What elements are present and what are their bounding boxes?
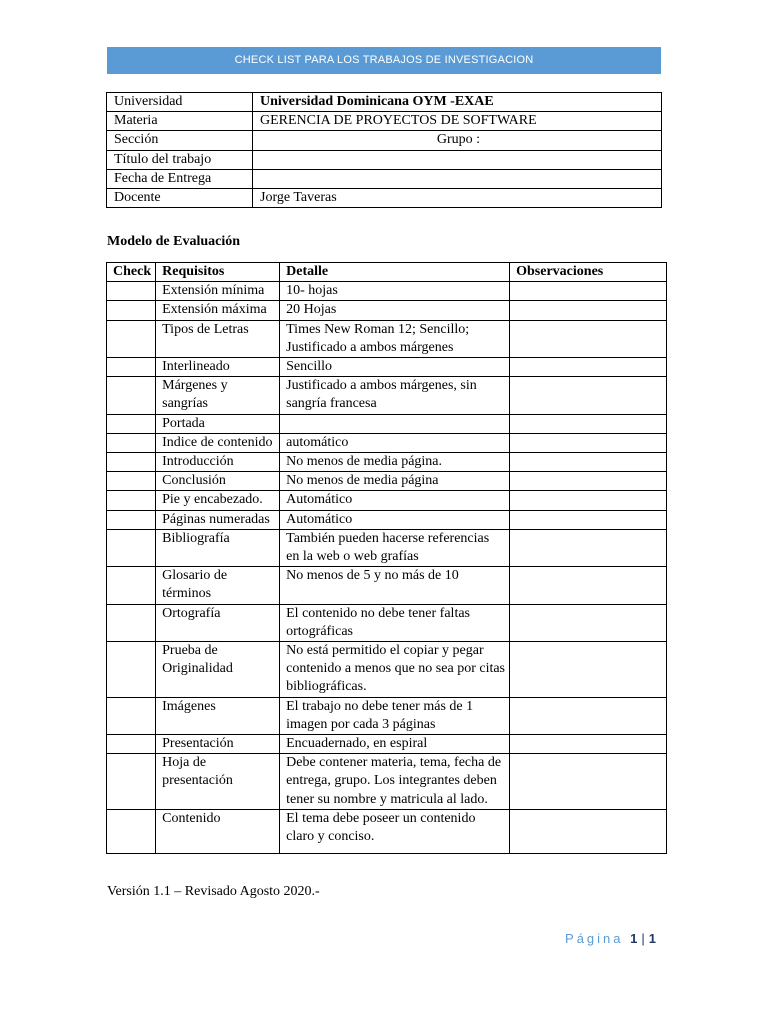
detalle-cell: Times New Roman 12; Sencillo; Justificado a ambos márgenes: [280, 320, 510, 357]
observaciones-cell[interactable]: [510, 377, 667, 414]
evaluation-row: [107, 377, 667, 414]
observaciones-cell[interactable]: [510, 697, 667, 734]
page-number-footer: [565, 931, 656, 946]
observaciones-cell[interactable]: [510, 320, 667, 357]
check-cell[interactable]: [107, 320, 156, 357]
detalle-cell: 10- hojas: [280, 282, 510, 301]
info-value: Jorge Taveras: [253, 189, 662, 208]
info-value: [253, 169, 662, 188]
check-cell[interactable]: [107, 472, 156, 491]
page-total: 1: [648, 931, 656, 946]
evaluation-row: [107, 414, 667, 433]
evaluation-row: [107, 697, 667, 734]
detalle-cell: Encuadernado, en espiral: [280, 735, 510, 754]
evaluation-row: [107, 754, 667, 810]
check-cell[interactable]: [107, 697, 156, 734]
detalle-cell: 20 Hojas: [280, 301, 510, 320]
info-key: Universidad: [107, 93, 253, 112]
detalle-cell: Debe contener materia, tema, fecha de entrega, grupo. Los integrantes deben tener su nombre y matricula al lado.: [280, 754, 510, 810]
requisito-cell: Contenido: [156, 809, 280, 853]
requisito-cell: Prueba de Originalidad: [156, 642, 280, 698]
header-observaciones: Observaciones: [510, 263, 667, 282]
page-current: 1: [630, 931, 638, 946]
document-banner: CHECK LIST PARA LOS TRABAJOS DE INVESTIGACION: [107, 47, 661, 74]
check-cell[interactable]: [107, 433, 156, 452]
observaciones-cell[interactable]: [510, 754, 667, 810]
requisito-cell: Tipos de Letras: [156, 320, 280, 357]
detalle-cell: Automático: [280, 491, 510, 510]
info-table: [106, 92, 662, 208]
requisito-cell: Portada: [156, 414, 280, 433]
check-cell[interactable]: [107, 377, 156, 414]
detalle-cell: Justificado a ambos márgenes, sin sangría francesa: [280, 377, 510, 414]
header-requisitos: Requisitos: [156, 263, 280, 282]
check-cell[interactable]: [107, 358, 156, 377]
detalle-cell: [280, 414, 510, 433]
evaluation-row: [107, 567, 667, 604]
observaciones-cell[interactable]: [510, 604, 667, 641]
evaluation-row: [107, 809, 667, 853]
requisito-cell: Extensión mínima: [156, 282, 280, 301]
requisito-cell: Hoja de presentación: [156, 754, 280, 810]
detalle-cell: No menos de 5 y no más de 10: [280, 567, 510, 604]
evaluation-row: [107, 453, 667, 472]
evaluation-row: [107, 301, 667, 320]
info-key: Materia: [107, 112, 253, 131]
check-cell[interactable]: [107, 414, 156, 433]
check-cell[interactable]: [107, 510, 156, 529]
observaciones-cell[interactable]: [510, 491, 667, 510]
evaluation-header-row: [107, 263, 667, 282]
observaciones-cell[interactable]: [510, 472, 667, 491]
evaluation-table: [106, 262, 667, 854]
requisito-cell: Extensión máxima: [156, 301, 280, 320]
page-label: Página: [565, 931, 624, 946]
observaciones-cell[interactable]: [510, 433, 667, 452]
info-value: [253, 150, 662, 169]
observaciones-cell[interactable]: [510, 735, 667, 754]
evaluation-row: [107, 735, 667, 754]
observaciones-cell[interactable]: [510, 809, 667, 853]
check-cell[interactable]: [107, 282, 156, 301]
observaciones-cell[interactable]: [510, 642, 667, 698]
detalle-cell: No menos de media página: [280, 472, 510, 491]
observaciones-cell[interactable]: [510, 529, 667, 566]
info-value: Universidad Dominicana OYM -EXAE: [253, 93, 662, 112]
evaluation-row: [107, 472, 667, 491]
detalle-cell: El contenido no debe tener faltas ortográficas: [280, 604, 510, 641]
info-key: Título del trabajo: [107, 150, 253, 169]
evaluation-row: [107, 510, 667, 529]
requisito-cell: Ortografía: [156, 604, 280, 641]
detalle-cell: automático: [280, 433, 510, 452]
evaluation-row: [107, 529, 667, 566]
check-cell[interactable]: [107, 453, 156, 472]
requisito-cell: Conclusión: [156, 472, 280, 491]
requisito-cell: Indice de contenido: [156, 433, 280, 452]
check-cell[interactable]: [107, 809, 156, 853]
requisito-cell: Interlineado: [156, 358, 280, 377]
info-row: [107, 189, 662, 208]
requisito-cell: Pie y encabezado.: [156, 491, 280, 510]
header-detalle: Detalle: [280, 263, 510, 282]
info-key: Sección: [107, 131, 253, 150]
evaluation-row: [107, 491, 667, 510]
info-key: Fecha de Entrega: [107, 169, 253, 188]
check-cell[interactable]: [107, 604, 156, 641]
check-cell[interactable]: [107, 567, 156, 604]
info-row: [107, 169, 662, 188]
observaciones-cell[interactable]: [510, 358, 667, 377]
observaciones-cell[interactable]: [510, 510, 667, 529]
evaluation-row: [107, 433, 667, 452]
info-row: [107, 93, 662, 112]
page-separator: |: [641, 931, 645, 946]
detalle-cell: También pueden hacerse referencias en la web o web grafías: [280, 529, 510, 566]
detalle-cell: Sencillo: [280, 358, 510, 377]
evaluation-row: [107, 604, 667, 641]
detalle-cell: El trabajo no debe tener más de 1 imagen por cada 3 páginas: [280, 697, 510, 734]
requisito-cell: Presentación: [156, 735, 280, 754]
check-cell[interactable]: [107, 642, 156, 698]
evaluation-row: [107, 282, 667, 301]
info-row: [107, 131, 662, 150]
requisito-cell: Bibliografía: [156, 529, 280, 566]
evaluation-row: [107, 320, 667, 357]
detalle-cell: El tema debe poseer un contenido claro y conciso.: [280, 809, 510, 853]
requisito-cell: Glosario de términos: [156, 567, 280, 604]
evaluation-row: [107, 642, 667, 698]
observaciones-cell[interactable]: [510, 567, 667, 604]
check-cell[interactable]: [107, 754, 156, 810]
info-key: Docente: [107, 189, 253, 208]
requisito-cell: Imágenes: [156, 697, 280, 734]
observaciones-cell[interactable]: [510, 453, 667, 472]
info-value: Grupo :: [253, 131, 662, 150]
observaciones-cell[interactable]: [510, 301, 667, 320]
requisito-cell: Introducción: [156, 453, 280, 472]
check-cell[interactable]: [107, 491, 156, 510]
check-cell[interactable]: [107, 301, 156, 320]
observaciones-cell[interactable]: [510, 414, 667, 433]
observaciones-cell[interactable]: [510, 282, 667, 301]
detalle-cell: No está permitido el copiar y pegar contenido a menos que no sea por citas bibliográficas.: [280, 642, 510, 698]
section-title: Modelo de Evaluación: [107, 234, 241, 249]
info-row: [107, 150, 662, 169]
detalle-cell: Automático: [280, 510, 510, 529]
info-row: [107, 112, 662, 131]
detalle-cell: No menos de media página.: [280, 453, 510, 472]
info-value: GERENCIA DE PROYECTOS DE SOFTWARE: [253, 112, 662, 131]
requisito-cell: Márgenes y sangrías: [156, 377, 280, 414]
evaluation-row: [107, 358, 667, 377]
header-check: Check: [107, 263, 156, 282]
version-note: Versión 1.1 – Revisado Agosto 2020.-: [107, 884, 320, 899]
requisito-cell: Páginas numeradas: [156, 510, 280, 529]
check-cell[interactable]: [107, 735, 156, 754]
check-cell[interactable]: [107, 529, 156, 566]
